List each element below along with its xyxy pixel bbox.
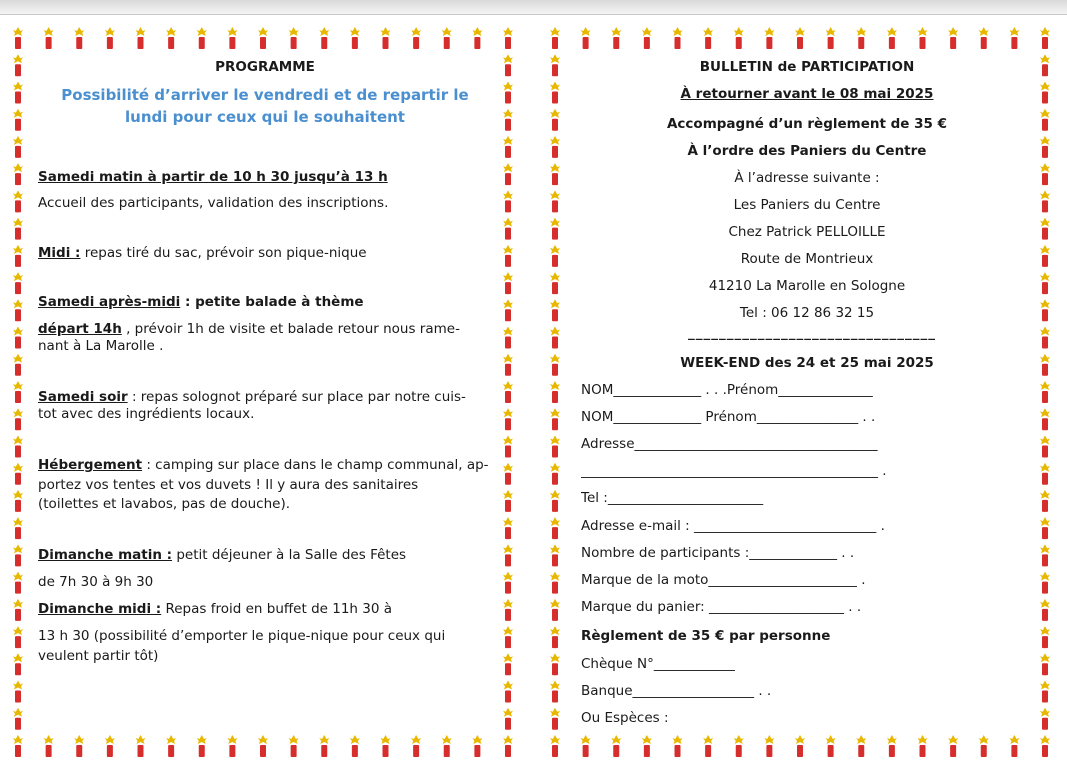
candle-icon: [581, 27, 591, 49]
saturday-evening-line: Samedi soir : repas solognot préparé sur place par notre cuis-: [38, 389, 466, 405]
candle-icon: [197, 27, 207, 49]
candle-icon: [13, 735, 23, 757]
candle-icon: [550, 354, 560, 376]
candle-icon: [350, 27, 360, 49]
weekend-title: WEEK-END des 24 et 25 mai 2025: [680, 355, 934, 371]
candle-icon: [856, 735, 866, 757]
candle-icon: [642, 735, 652, 757]
candle-icon: [13, 653, 23, 675]
candle-icon: [550, 109, 560, 131]
candle-icon: [550, 517, 560, 539]
candle-icon: [289, 27, 299, 49]
candle-icon: [503, 708, 513, 730]
candle-icon: [550, 136, 560, 158]
candle-icon: [1040, 490, 1050, 512]
form-address-2[interactable]: ____________________________________________ .: [581, 463, 887, 479]
form-email[interactable]: Adresse e-mail : ___________________________ .: [581, 518, 885, 534]
candle-icon: [764, 27, 774, 49]
candle-icon: [826, 27, 836, 49]
candle-icon: [503, 681, 513, 703]
candle-icon: [734, 27, 744, 49]
candle-icon: [289, 735, 299, 757]
candle-icon: [795, 27, 805, 49]
candle-icon: [550, 27, 560, 49]
candle-icon: [550, 163, 560, 185]
candle-icon: [1040, 626, 1050, 648]
candle-icon: [1040, 163, 1050, 185]
candle-icon: [503, 653, 513, 675]
sunday-noon-line-2: 13 h 30 (possibilité d’emporter le pique-nique pour ceux qui: [38, 628, 446, 644]
candle-icon: [795, 735, 805, 757]
candle-icon: [979, 735, 989, 757]
candle-icon: [13, 381, 23, 403]
candle-icon: [918, 27, 928, 49]
candle-icon: [13, 599, 23, 621]
candle-icon: [13, 626, 23, 648]
candle-icon: [1040, 408, 1050, 430]
form-address[interactable]: Adresse____________________________________: [581, 436, 878, 452]
candle-icon: [411, 735, 421, 757]
candle-icon: [550, 381, 560, 403]
bulletin-title: BULLETIN de PARTICIPATION: [699, 59, 915, 75]
form-cheque[interactable]: Chèque N°____________: [581, 656, 735, 672]
candle-icon: [550, 299, 560, 321]
address-line: 41210 La Marolle en Sologne: [708, 278, 906, 294]
candle-icon: [503, 109, 513, 131]
candle-icon: [1040, 435, 1050, 457]
candle-icon: [1040, 190, 1050, 212]
sunday-noon-line: Dimanche midi : Repas froid en buffet de 11h 30 à: [38, 601, 393, 617]
form-name-2[interactable]: NOM_____________ Prénom_______________ . .: [581, 409, 876, 425]
candle-icon: [887, 27, 897, 49]
candle-icon: [503, 27, 513, 49]
candle-icon: [13, 163, 23, 185]
noon-line: Midi : repas tiré du sac, prévoir son pique-nique: [38, 245, 367, 261]
candle-icon: [136, 735, 146, 757]
candle-icon: [105, 735, 115, 757]
sunday-morning-line-2: de 7h 30 à 9h 30: [38, 574, 154, 590]
candle-icon: [503, 408, 513, 430]
address-line: Chez Patrick PELLOILLE: [728, 224, 886, 240]
candle-icon: [550, 408, 560, 430]
candle-icon: [703, 735, 713, 757]
candle-icon: [503, 299, 513, 321]
candle-icon: [1040, 109, 1050, 131]
candle-icon: [13, 490, 23, 512]
candle-icon: [13, 572, 23, 594]
top-bar: [0, 0, 1067, 15]
candle-icon: [350, 735, 360, 757]
candle-icon: [472, 735, 482, 757]
candle-icon: [550, 54, 560, 76]
candle-icon: [550, 190, 560, 212]
candle-icon: [1040, 517, 1050, 539]
candle-icon: [550, 626, 560, 648]
candle-icon: [550, 599, 560, 621]
candle-icon: [1040, 299, 1050, 321]
candle-icon: [611, 735, 621, 757]
candle-icon: [1040, 245, 1050, 267]
candle-icon: [503, 735, 513, 757]
candle-icon: [227, 27, 237, 49]
candle-icon: [1040, 544, 1050, 566]
candle-icon: [442, 27, 452, 49]
candle-icon: [44, 27, 54, 49]
form-tel[interactable]: Tel :_______________________: [581, 490, 764, 506]
candle-icon: [13, 327, 23, 349]
candle-icon: [1040, 272, 1050, 294]
candle-icon: [13, 408, 23, 430]
candle-icon: [826, 735, 836, 757]
candle-icon: [1040, 735, 1050, 757]
candle-icon: [13, 299, 23, 321]
candle-icon: [550, 435, 560, 457]
candle-icon: [319, 27, 329, 49]
candle-icon: [13, 27, 23, 49]
candle-icon: [1040, 136, 1050, 158]
candle-icon: [734, 735, 744, 757]
candle-icon: [503, 245, 513, 267]
candle-icon: [1040, 599, 1050, 621]
form-name-1[interactable]: NOM_____________ . . .Prénom______________: [581, 382, 873, 398]
candle-icon: [1040, 218, 1050, 240]
candle-icon: [13, 54, 23, 76]
candle-icon: [166, 27, 176, 49]
candle-icon: [948, 735, 958, 757]
address-line: Route de Montrieux: [740, 251, 874, 267]
candle-icon: [1040, 572, 1050, 594]
candle-icon: [13, 245, 23, 267]
order-note: À l’ordre des Paniers du Centre: [687, 143, 927, 159]
candle-icon: [550, 681, 560, 703]
candle-icon: [1009, 27, 1019, 49]
candle-icon: [550, 572, 560, 594]
candle-icon: [411, 27, 421, 49]
form-payment-note: Règlement de 35 € par personne: [581, 628, 831, 644]
candle-icon: [611, 27, 621, 49]
candle-icon: [550, 708, 560, 730]
candle-icon: [642, 27, 652, 49]
candle-icon: [1040, 354, 1050, 376]
candle-icon: [550, 81, 560, 103]
candle-icon: [550, 272, 560, 294]
candle-icon: [979, 27, 989, 49]
form-moto-brand[interactable]: Marque de la moto______________________ .: [581, 572, 866, 588]
candle-icon: [1040, 463, 1050, 485]
candle-icon: [13, 354, 23, 376]
candle-icon: [503, 327, 513, 349]
candle-icon: [166, 735, 176, 757]
programme-panel: [0, 22, 530, 762]
candle-icon: [13, 435, 23, 457]
sunday-noon-line-3: veulent partir tôt): [38, 648, 159, 664]
candle-icon: [258, 735, 268, 757]
address-line: Les Paniers du Centre: [733, 197, 881, 213]
saturday-evening-line-2: tot avec des ingrédients locaux.: [38, 406, 255, 422]
candle-icon: [918, 735, 928, 757]
candle-icon: [550, 735, 560, 757]
candle-icon: [703, 27, 713, 49]
candle-icon: [503, 599, 513, 621]
candle-icon: [503, 81, 513, 103]
candle-icon: [503, 272, 513, 294]
candle-icon: [550, 544, 560, 566]
candle-icon: [503, 626, 513, 648]
candle-icon: [13, 463, 23, 485]
candle-icon: [74, 735, 84, 757]
candle-icon: [105, 27, 115, 49]
deadline: À retourner avant le 08 mai 2025: [680, 86, 934, 102]
candle-icon: [550, 245, 560, 267]
candle-icon: [856, 27, 866, 49]
separator-line: ________________________________: [688, 325, 936, 341]
candle-icon: [197, 735, 207, 757]
candle-icon: [503, 218, 513, 240]
candle-icon: [550, 218, 560, 240]
candle-icon: [319, 735, 329, 757]
candle-icon: [550, 653, 560, 675]
lodging-line-2: portez vos tentes et vos duvets ! Il y aura des sanitaires: [38, 477, 419, 493]
candle-icon: [503, 163, 513, 185]
candle-icon: [13, 136, 23, 158]
candle-icon: [1040, 27, 1050, 49]
candle-icon: [13, 708, 23, 730]
candle-icon: [1040, 327, 1050, 349]
programme-intro: Possibilité d’arriver le vendredi et de repartir le lundi pour ceux qui le souhaitent: [61, 86, 469, 126]
candle-icon: [887, 735, 897, 757]
candle-icon: [503, 544, 513, 566]
candle-icon: [13, 190, 23, 212]
form-participants[interactable]: Nombre de participants :_____________ . .: [581, 545, 855, 561]
candle-icon: [503, 490, 513, 512]
form-cash[interactable]: Ou Espèces :: [581, 710, 669, 726]
candle-icon: [764, 735, 774, 757]
candle-icon: [381, 27, 391, 49]
payment-note: Accompagné d’un règlement de 35 €: [666, 116, 948, 132]
sunday-morning-line: Dimanche matin : petit déjeuner à la Salle des Fêtes: [38, 547, 407, 563]
candle-icon: [1040, 54, 1050, 76]
address-intro: À l’adresse suivante :: [734, 170, 880, 186]
candle-icon: [1040, 708, 1050, 730]
saturday-morning-heading: Samedi matin à partir de 10 h 30 jusqu’à 13 h: [38, 169, 388, 185]
candle-icon: [503, 136, 513, 158]
candle-icon: [1040, 81, 1050, 103]
candle-icon: [503, 572, 513, 594]
candle-icon: [550, 490, 560, 512]
candle-icon: [136, 27, 146, 49]
departure-line: départ 14h , prévoir 1h de visite et balade retour nous rame-: [38, 321, 460, 337]
candle-icon: [673, 27, 683, 49]
candle-icon: [503, 517, 513, 539]
candle-icon: [442, 735, 452, 757]
candle-icon: [258, 27, 268, 49]
form-basket-brand[interactable]: Marque du panier: ____________________ . .: [581, 599, 862, 615]
candle-icon: [13, 517, 23, 539]
candle-icon: [503, 463, 513, 485]
candle-icon: [550, 327, 560, 349]
programme-title: PROGRAMME: [215, 59, 315, 75]
candle-icon: [1040, 381, 1050, 403]
candle-icon: [673, 735, 683, 757]
participation-panel: [537, 22, 1067, 762]
candle-icon: [44, 735, 54, 757]
lodging-line: Hébergement : camping sur place dans le champ communal, ap-: [38, 457, 489, 473]
candle-icon: [550, 463, 560, 485]
candle-icon: [13, 218, 23, 240]
candle-icon: [13, 544, 23, 566]
candle-icon: [1040, 681, 1050, 703]
candle-icon: [472, 27, 482, 49]
lodging-line-3: (toilettes et lavabos, pas de douche).: [38, 496, 291, 512]
phone-line: Tel : 06 12 86 32 15: [739, 305, 875, 321]
candle-icon: [503, 190, 513, 212]
candle-icon: [227, 735, 237, 757]
saturday-afternoon-line: Samedi après-midi : petite balade à thème: [38, 294, 364, 310]
candle-icon: [1009, 735, 1019, 757]
candle-icon: [381, 735, 391, 757]
candle-icon: [13, 681, 23, 703]
candle-icon: [13, 81, 23, 103]
candle-icon: [13, 272, 23, 294]
form-bank[interactable]: Banque__________________ . .: [581, 683, 772, 699]
candle-icon: [948, 27, 958, 49]
saturday-morning-text: Accueil des participants, validation des inscriptions.: [38, 195, 389, 211]
candle-icon: [503, 54, 513, 76]
candle-icon: [503, 354, 513, 376]
candle-icon: [13, 109, 23, 131]
candle-icon: [74, 27, 84, 49]
candle-icon: [581, 735, 591, 757]
candle-icon: [503, 381, 513, 403]
candle-icon: [503, 435, 513, 457]
departure-line-2: nant à La Marolle .: [38, 338, 164, 354]
candle-icon: [1040, 653, 1050, 675]
